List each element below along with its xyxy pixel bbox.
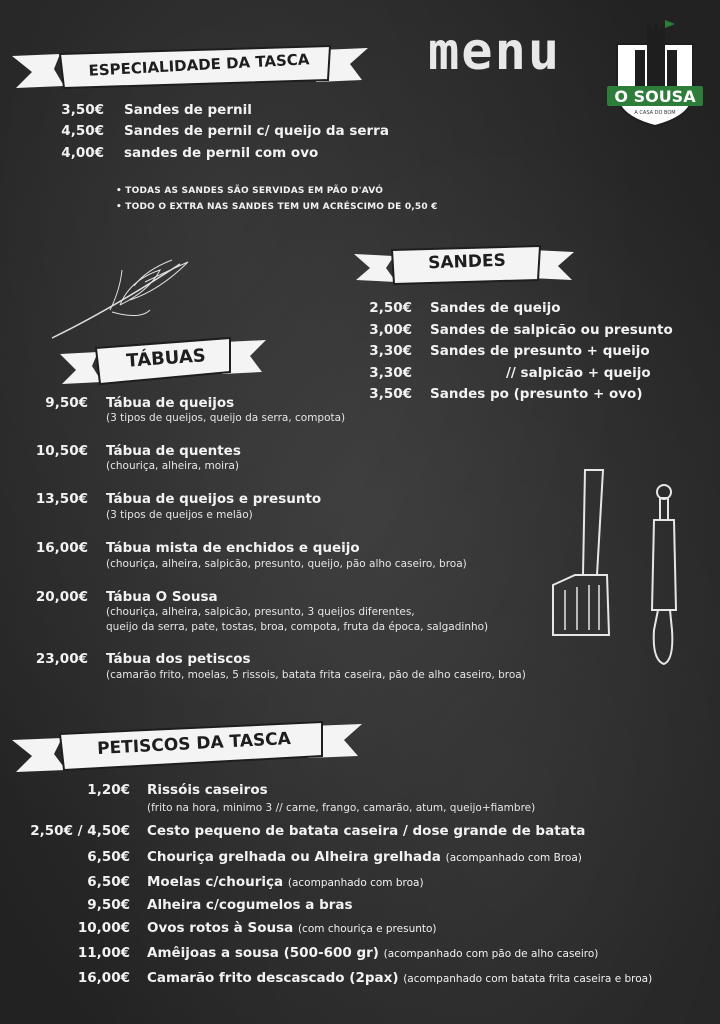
item-name: Tábua mista de enchidos e queijo	[106, 540, 360, 556]
item-name	[147, 874, 424, 890]
item-price: 3,30€	[369, 365, 412, 381]
item-price: 13,50€	[35, 491, 88, 507]
item-name: Sandes de salpicão ou presunto	[430, 322, 673, 338]
item-description: (3 tipos de queijos e melão)	[106, 509, 253, 521]
item-name	[147, 849, 582, 865]
item-extra: (acompanhado com pão de alho caseiro)	[383, 948, 599, 960]
petiscos-banner	[10, 716, 365, 776]
spatula-icon	[545, 465, 615, 645]
item-name	[147, 945, 598, 961]
item-price: 3,50€	[369, 386, 412, 402]
item-description: (chouriça, alheira, salpicão, presunto, 3 queijos diferentes,	[106, 606, 415, 618]
item-name-text: Moelas c/chouriça	[147, 874, 284, 890]
item-name-text: Cesto pequeno de batata caseira / dose grande de batata	[147, 823, 586, 839]
item-name: Rissóis caseiros	[147, 782, 268, 798]
tabuas-banner	[58, 334, 268, 390]
item-name-text: Chouriça grelhada ou Alheira grelhada	[147, 849, 441, 865]
item-price: 9,50€	[87, 897, 130, 913]
petiscos-title: PETISCOS DA TASCA	[96, 728, 292, 760]
item-name	[147, 823, 585, 839]
item-price: 3,50€	[61, 102, 104, 118]
especialidade-title: ESPECIALIDADE DA TASCA	[88, 50, 310, 80]
item-name: Tábua O Sousa	[106, 589, 218, 605]
brand-tagline: A CASA DO BOM	[634, 110, 676, 116]
brand-logo	[605, 20, 705, 128]
item-name	[147, 897, 353, 913]
item-price: 2,50€ / 4,50€	[30, 823, 130, 839]
item-price: 10,50€	[35, 443, 88, 459]
note: • TODO O EXTRA NAS SANDES TEM UM ACRÉSCIMO DE 0,50 €	[116, 202, 438, 212]
item-name: Sandes de presunto + queijo	[430, 343, 650, 359]
item-price: 10,00€	[77, 920, 130, 936]
item-name: // salpicão + queijo	[506, 365, 651, 381]
item-price: 6,50€	[87, 874, 130, 890]
item-price: 2,50€	[369, 300, 412, 316]
item-extra: (acompanhado com batata frita caseira e broa)	[403, 973, 653, 985]
menu-title: menu	[428, 22, 562, 82]
item-extra: (com chouriça e presunto)	[297, 923, 437, 935]
especialidade-banner	[10, 36, 370, 96]
item-description: (camarão frito, moelas, 5 rissois, batata frita caseira, pão de alho caseiro, broa)	[106, 669, 526, 681]
item-price: 3,30€	[369, 343, 412, 359]
sandes-title: SANDES	[427, 250, 507, 274]
note: • TODAS AS SANDES SÃO SERVIDAS EM PÃO D'AVÓ	[116, 186, 384, 196]
item-name-text: Amêijoas a sousa (500-600 gr)	[147, 945, 379, 961]
item-price: 11,00€	[77, 945, 130, 961]
item-name	[147, 920, 437, 936]
item-name: Tábua de queijos	[106, 395, 235, 411]
item-price: 6,50€	[87, 849, 130, 865]
item-price: 9,50€	[45, 395, 88, 411]
herb-icon	[50, 250, 190, 340]
item-description: (chouriça, alheira, salpicão, presunto, queijo, pão alho caseiro, broa)	[106, 558, 467, 570]
item-price: 16,00€	[35, 540, 88, 556]
item-price: 4,50€	[61, 123, 104, 139]
item-extra: (acompanhado com broa)	[287, 877, 424, 889]
item-price: 20,00€	[35, 589, 88, 605]
item-description: queijo da serra, pate, tostas, broa, compota, fruta da época, salgadinho)	[106, 621, 489, 633]
item-name	[147, 970, 652, 986]
item-name: Sandes de pernil c/ queijo da serra	[124, 123, 389, 139]
item-name: Tábua de queijos e presunto	[106, 491, 322, 507]
item-price: 4,00€	[61, 145, 104, 161]
item-name: Tábua de quentes	[106, 443, 241, 459]
item-name: Tábua dos petiscos	[106, 651, 251, 667]
tabuas-title: TÁBUAS	[125, 345, 207, 372]
sandes-banner	[352, 240, 577, 290]
item-price: 16,00€	[77, 970, 130, 986]
item-name: Sandes de queijo	[430, 300, 561, 316]
item-description: (3 tipos de queijos, queijo da serra, compota)	[106, 412, 346, 424]
item-name-text: Ovos rotos à Sousa	[147, 920, 294, 936]
item-extra: (acompanhado com Broa)	[445, 852, 582, 864]
item-price: 23,00€	[35, 651, 88, 667]
item-description: (chouriça, alheira, moira)	[106, 460, 239, 472]
item-name: Sandes de pernil	[124, 102, 252, 118]
item-description: (frito na hora, minimo 3 // carne, frango, camarão, atum, queijo+fiambre)	[147, 802, 536, 814]
item-name: Sandes po (presunto + ovo)	[430, 386, 643, 402]
rolling-pin-icon	[640, 480, 690, 670]
item-name-text: Alheira c/cogumelos a bras	[147, 897, 353, 913]
item-name-text: Camarão frito descascado (2pax)	[147, 970, 399, 986]
item-price: 3,00€	[369, 322, 412, 338]
item-price: 1,20€	[87, 782, 130, 798]
item-name: sandes de pernil com ovo	[124, 145, 319, 161]
brand-name: O SOUSA	[614, 87, 696, 106]
